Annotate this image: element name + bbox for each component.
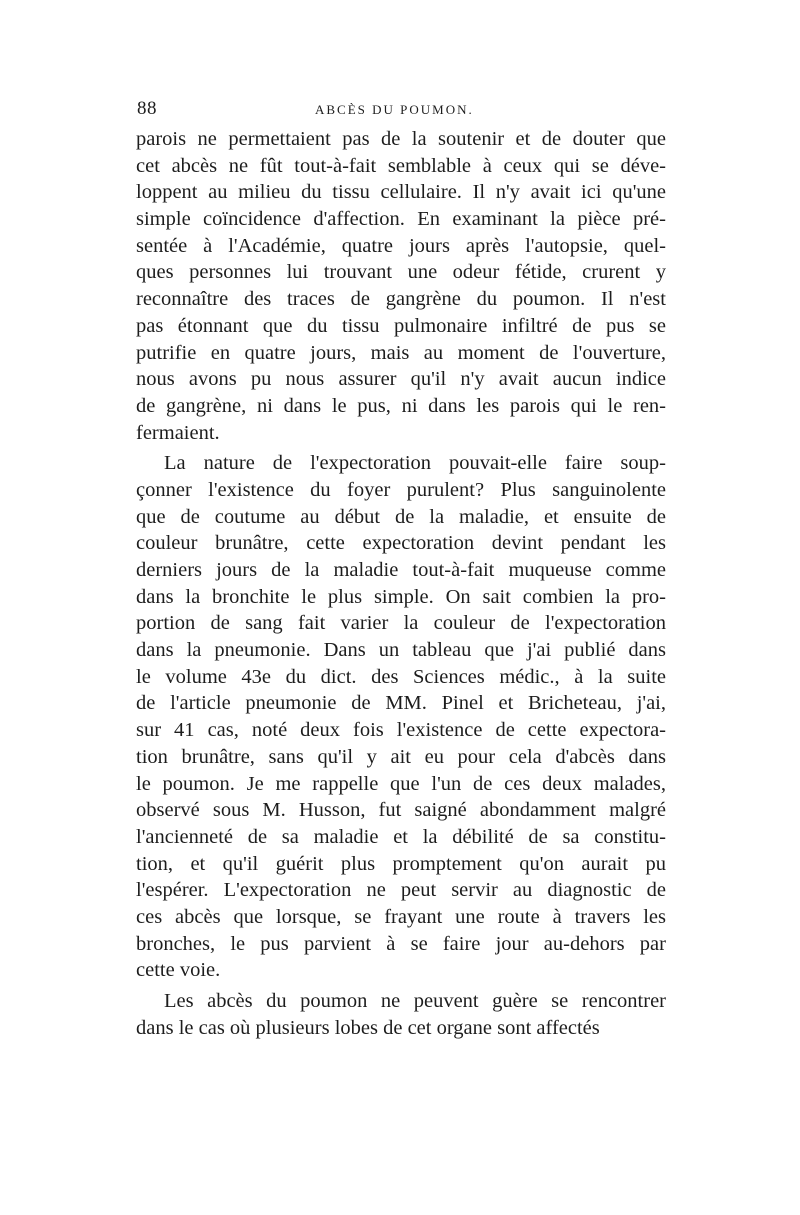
text-line: La nature de l'expectoration pouvait-elle faire soup- bbox=[164, 452, 666, 475]
text-line: tion, et qu'il guérit plus promptement qu'on aurait pu bbox=[136, 852, 666, 875]
page-header bbox=[137, 98, 665, 122]
paragraph bbox=[136, 126, 666, 446]
text-line: dans la bronchite le plus simple. On sait combien la pro- bbox=[136, 585, 666, 608]
text-line: dans le cas où plusieurs lobes de cet organe sont affectés bbox=[136, 1016, 600, 1039]
text-line: derniers jours de la maladie tout-à-fait muqueuse comme bbox=[136, 559, 666, 581]
text-line: reconnaître des traces de gangrène du poumon. Il n'est bbox=[136, 288, 666, 311]
text-line: portion de sang fait varier la couleur de l'expectoration bbox=[136, 612, 666, 635]
text-line: çonner l'existence du foyer purulent? Plus sanguinolente bbox=[136, 478, 666, 501]
text-line: loppent au milieu du tissu cellulaire. Il n'y avait ici qu'une bbox=[136, 181, 666, 204]
text-line: dans la pneumonie. Dans un tableau que j'ai publié dans bbox=[136, 639, 666, 662]
text-line: le volume 43e du dict. des Sciences médic., à la suite bbox=[136, 665, 666, 688]
text-line: le poumon. Je me rappelle que l'un de ces deux malades, bbox=[136, 772, 666, 795]
text-line: cette voie. bbox=[136, 959, 221, 982]
text-line: cet abcès ne fût tout-à-fait semblable à ceux qui se déve- bbox=[136, 154, 666, 177]
body-text bbox=[136, 126, 666, 1041]
paragraph bbox=[136, 450, 666, 984]
text-line: putrifie en quatre jours, mais au moment de l'ouverture, bbox=[136, 341, 666, 364]
text-line: nous avons pu nous assurer qu'il n'y avait aucun indice bbox=[136, 368, 666, 391]
paragraph bbox=[136, 988, 666, 1041]
text-line: sentée à l'Académie, quatre jours après l'autopsie, quel- bbox=[136, 234, 666, 257]
text-line: ces abcès que lorsque, se frayant une route à travers les bbox=[136, 905, 666, 928]
text-line: simple coïncidence d'affection. En examinant la pièce pré- bbox=[136, 208, 666, 231]
text-line: de gangrène, ni dans le pus, ni dans les parois qui le ren- bbox=[136, 394, 666, 417]
text-line: tion brunâtre, sans qu'il y ait eu pour cela d'abcès dans bbox=[136, 745, 666, 768]
text-line: Les abcès du poumon ne peuvent guère se rencontrer bbox=[164, 990, 666, 1012]
text-line: observé sous M. Husson, fut saigné abondamment malgré bbox=[136, 799, 666, 822]
text-line: que de coutume au début de la maladie, et ensuite de bbox=[136, 505, 666, 528]
page-number: 88 bbox=[137, 98, 157, 119]
text-line: l'ancienneté de sa maladie et la débilité de sa constitu- bbox=[136, 825, 666, 848]
text-line: bronches, le pus parvient à se faire jour au-dehors par bbox=[136, 932, 666, 955]
text-line: ques personnes lui trouvant une odeur fétide, crurent y bbox=[136, 261, 666, 284]
text-line: l'espérer. L'expectoration ne peut servir au diagnostic de bbox=[136, 879, 666, 902]
text-line: de l'article pneumonie de MM. Pinel et Bricheteau, j'ai, bbox=[136, 692, 666, 715]
text-line: sur 41 cas, noté deux fois l'existence de cette expectora- bbox=[136, 719, 666, 742]
text-line: couleur brunâtre, cette expectoration devint pendant les bbox=[136, 532, 666, 555]
text-line: parois ne permettaient pas de la soutenir et de douter que bbox=[136, 128, 666, 150]
text-line: fermaient. bbox=[136, 421, 220, 444]
text-line: pas étonnant que du tissu pulmonaire infiltré de pus se bbox=[136, 314, 666, 337]
running-head: ABCÈS DU POUMON. bbox=[315, 102, 474, 117]
